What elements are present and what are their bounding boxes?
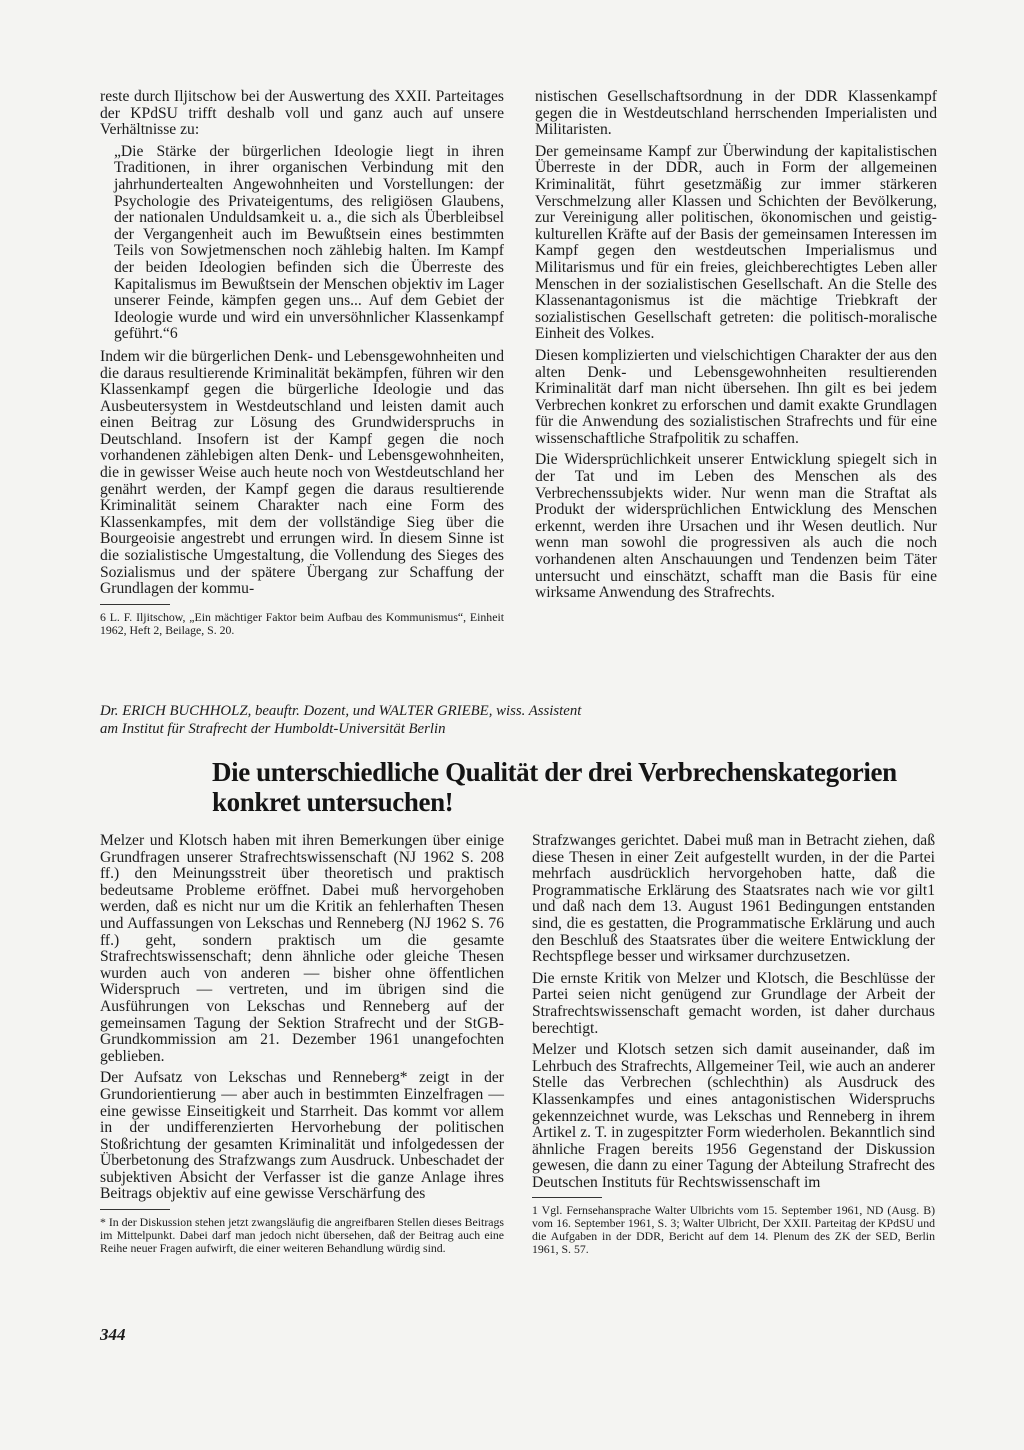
top-right-column: [535, 89, 937, 607]
paragraph: Diesen komplizierten und vielschichtigen Charakter der aus den alten Denk- und Lebensgewohnheiten resultierenden Kriminalität darf man nicht übersehen. Ihn gilt es bei jedem Verbrechen konkret zu erforschen und damit exakte Grundlagen für die Anwendung des sozialistischen Strafrechts und für eine wissenschaftliche Strafpolitik zu schaffen.: [535, 346, 937, 447]
paragraph: Die ernste Kritik von Melzer und Klotsch, die Beschlüsse der Partei seien nicht genügend zur Grundlage der Arbeit der Strafrechtswissenschaft gemacht worden, ist daher durchaus berechtigt.: [532, 969, 935, 1037]
article-headline: [212, 757, 952, 817]
author-line: Dr. ERICH BUCHHOLZ, beauftr. Dozent, und WALTER GRIEBE, wiss. Assistent: [100, 703, 582, 719]
paragraph: Melzer und Klotsch haben mit ihren Bemerkungen über einige Grundfragen unserer Strafrechtswissenschaft (NJ 1962 S. 208 ff.) den Meinungsstreit über theoretisch und praktisch bedeutsame Probleme eröffnet. Dabei muß hervorgehoben werden, daß es nicht nur um die Kritik an fehlerhaften Thesen und Auffassungen von Lekschas und Renneberg (NJ 1962 S. 76 ff.) geht, sondern praktisch um die gesamte Strafrechtswissenschaft; denn ähnliche oder gleiche Thesen wurden auch von anderen — bisher ohne öffentlichen Widerspruch — vertreten, und im übrigen sind die Ausführungen von Lekschas und Renneberg auf der gemeinsamen Tagung der Sektion Strafrecht und der StGB-Grundkommission am 21. Dezember 1961 unangefochten geblieben.: [100, 832, 504, 1065]
footnote-rule: [100, 1209, 170, 1210]
author-line: am Institut für Strafrecht der Humboldt-Universität Berlin: [100, 721, 446, 737]
author-byline: [100, 702, 700, 738]
footnote-rule: [532, 1197, 602, 1198]
top-left-column: [100, 89, 504, 642]
bottom-right-column: [532, 833, 935, 1261]
bottom-left-column: [100, 833, 504, 1260]
footnote-rule: [100, 604, 170, 605]
paragraph: Melzer und Klotsch setzen sich damit auseinander, daß im Lehrbuch des Strafrechts, Allgemeiner Teil, wie auch an anderer Stelle das Verbrechen (schlechthin) als Ausdruck des Klassenkampfes und eines antagonistischen Widerspruchs gekennzeichnet wurde, was Lekschas und Renneberg in ihrem Artikel z. T. in zugespitzter Form wiederholen. Bekanntlich sind ähnliche Fragen bereits 1956 Gegenstand der Diskussion gewesen, die dann zu einer Tagung der Abteilung Strafrecht des Deutschen Instituts für Rechtswissenschaft im: [532, 1041, 935, 1191]
footnote: 1 Vgl. Fernsehansprache Walter Ulbrichts vom 15. September 1961, ND (Ausg. B) vom 16. September 1961, S. 3; Walter Ulbricht, Der XXII. Parteitag der KPdSU und die Aufgaben in der DDR, Bericht auf dem 14. Plenum des ZK der SED, Berlin 1961, S. 57.: [532, 1203, 935, 1257]
paragraph: Der gemeinsame Kampf zur Überwindung der kapitalistischen Überreste in der DDR, auch in Form der allgemeinen Kriminalität, führt gesetzmäßig zur immer stärkeren Verschmelzung aller Klassen und Schichten der Bevölkerung, zur Vereinigung aller politischen, ökonomischen und geistig-kulturellen Kräfte auf der Basis der gemeinsamen Interessen im Kampf gegen den westdeutschen Imperialismus und Militarismus und für ein freies, gleichberechtigtes Leben aller Menschen in der sozialistischen Gesellschaft. An die Stelle des Klassenantagonismus ist die mächtige Triebkraft der sozialistischen Gesellschaft getreten: die politisch-moralische Einheit des Volkes.: [535, 142, 937, 343]
footnote: 6 L. F. Iljitschow, „Ein mächtiger Faktor beim Aufbau des Kommunismus“, Einheit 1962, Heft 2, Beilage, S. 20.: [100, 609, 504, 637]
page-number: 344: [100, 1325, 126, 1344]
headline-line: Die unterschiedliche Qualität der drei Verbrechenskategorien: [212, 757, 897, 787]
paragraph: Strafzwanges gerichtet. Dabei muß man in Betracht ziehen, daß diese Thesen in einer Zeit aufgestellt wurden, in der die Partei mehrfach ausdrücklich hervorgehoben hatte, daß die Programmatische Erklärung des Staatsrates nach wie vor gilt1 und daß nach dem 13. August 1961 Bedingungen entstanden sind, die es gestatten, die Programmatische Erklärung und auch den Beschluß des Staatsrates über die weitere Entwicklung der Rechtspflege besser und wirksamer durchzusetzen.: [532, 832, 935, 966]
quotation: „Die Stärke der bürgerlichen Ideologie liegt in ihren Traditionen, in ihrer organischen Verbindung mit den jahrhundertealten Angewohnheiten und Vorstellungen: der Psychologie des Privateigentums, des religiösen Glaubens, der nationalen Unduldsamkeit u. a., die sich als Überbleibsel der Vergangenheit auch im Bewußtsein eines bestimmten Teils von Sowjetmenschen noch zählebig halten. Im Kampf der beiden Ideologien befinden sich die Überreste des Kapitalismus im Bewußtsein der Menschen objektiv im Lager unserer Feinde, kämpfen gegen uns... Auf dem Gebiet der Ideologie wurde und wird ein unversöhnlicher Klassenkampf geführt.“6: [114, 142, 504, 343]
paragraph: Die Widersprüchlichkeit unserer Entwicklung spiegelt sich in der Tat und im Leben des Menschen als des Verbrechenssubjekts wider. Nur wenn man die Straftat als Produkt der widersprüchlichen Entwicklung des Menschen erkennt, werden ihre Ursachen und ihr Wesen deutlich. Nur wenn man sowohl die progressiven als auch die noch vorhandenen alten Anschauungen und Tendenzen beim Täter untersucht und einschätzt, schafft man die Basis für eine wirksame Anwendung des Strafrechts.: [535, 451, 937, 602]
paragraph: Der Aufsatz von Lekschas und Renneberg* zeigt in der Grundorientierung — aber auch in bestimmten Einzelfragen — eine gewisse Einseitigkeit und Starrheit. Das kommt vor allem in der undifferenzierten Hervorhebung der politischen Stoßrichtung der gesamten Kriminalität und infolgedessen der Überbetonung des Strafzwangs zum Ausdruck. Unbeschadet der subjektiven Absicht der Verfasser ist die ganze Anlage ihres Beitrags objektiv auf eine gewisse Verschärfung des: [100, 1069, 504, 1203]
paragraph: reste durch Iljitschow bei der Auswertung des XXII. Parteitages der KPdSU trifft deshalb voll und ganz auch auf unsere Verhältnisse zu:: [100, 88, 504, 139]
paragraph: Indem wir die bürgerlichen Denk- und Lebensgewohnheiten und die daraus resultierende Kriminalität bekämpfen, führen wir den Klassenkampf gegen die bürgerliche Ideologie und das Ausbeutersystem in Westdeutschland und leisten damit auch einen Beitrag zur Lösung des Grundwiderspruchs in Deutschland. Insofern ist der Kampf gegen die noch vorhandenen zählebigen alten Denk- und Lebensgewohnheiten, die in gewisser Weise auch heute noch von Westdeutschland her genährt werden, der Kampf gegen die daraus resultierende Kriminalität seinem Charakter nach eine Form des Klassenkampfes, mit dem der vollständige Sieg über die Bourgeoisie angestrebt und errungen wird. In diesem Sinne ist die sozialistische Umgestaltung, die Vollendung des Sieges des Sozialismus und der spätere Übergang zur Schaffung der Grundlagen der kommu-: [100, 347, 504, 598]
footnote: * In der Diskussion stehen jetzt zwangsläufig die angreifbaren Stellen dieses Beitrags im Mittelpunkt. Dabei darf man jedoch nicht übersehen, daß der Beitrag auch eine Reihe neuer Fragen aufwirft, die einer weiteren Behandlung würdig sind.: [100, 1215, 504, 1256]
paragraph: nistischen Gesellschaftsordnung in der DDR Klassenkampf gegen die in Westdeutschland herrschenden Imperialisten und Militaristen.: [535, 88, 937, 139]
headline-line: konkret untersuchen!: [212, 787, 454, 817]
